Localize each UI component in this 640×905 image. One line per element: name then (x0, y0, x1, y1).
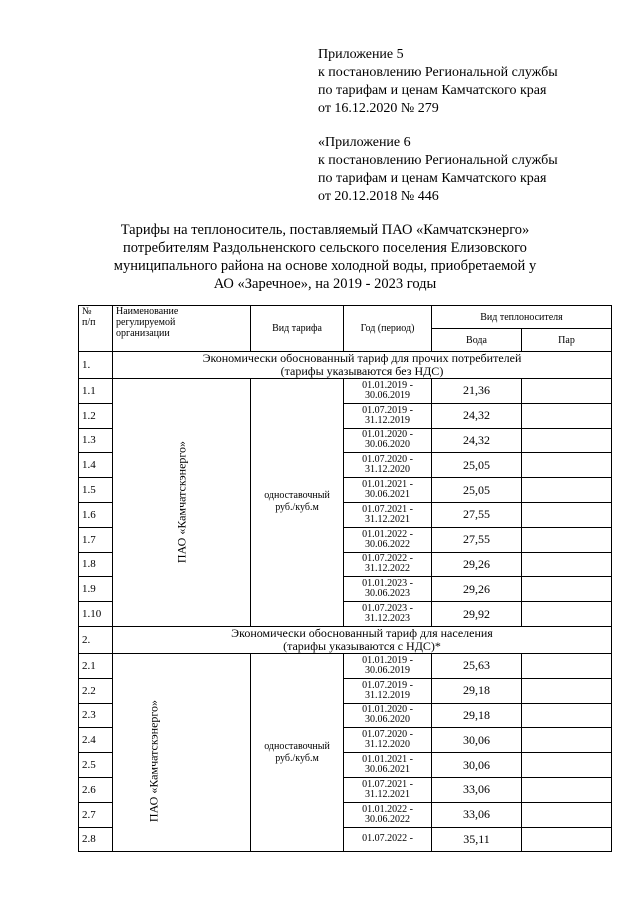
steam-tariff (522, 527, 612, 552)
tariff-type-line: одноставочный (264, 490, 330, 502)
period-line: 30.06.2020 (365, 439, 410, 451)
col-header-steam: Пар (522, 329, 612, 352)
period-line: 01.01.2023 - (362, 578, 413, 590)
appendix-5-block (318, 46, 558, 118)
col-header-num-line: № (82, 306, 92, 317)
steam-tariff (522, 827, 612, 852)
col-header-org-line: организации (116, 328, 170, 339)
water-tariff: 29,26 (432, 552, 522, 577)
section-title-line: Экономически обоснованный тариф для населения (231, 626, 493, 640)
period-cell (344, 527, 432, 552)
period-cell (344, 777, 432, 802)
col-header-org-line: Наименование (116, 306, 179, 317)
row-number: 1.4 (79, 453, 113, 478)
period-line: 01.01.2020 - (362, 704, 413, 716)
organization-name: ПАО «Камчатскэнерго» (174, 441, 188, 564)
row-number: 2.4 (79, 728, 113, 753)
water-tariff: 35,11 (432, 827, 522, 852)
steam-tariff (522, 478, 612, 503)
steam-tariff (522, 602, 612, 627)
period-line: 01.01.2021 - (362, 479, 413, 491)
row-number: 2.5 (79, 753, 113, 778)
steam-tariff (522, 728, 612, 753)
steam-tariff (522, 703, 612, 728)
period-cell (344, 703, 432, 728)
col-header-tariff-type: Вид тарифа (251, 306, 344, 352)
water-tariff: 25,05 (432, 478, 522, 503)
row-number: 1.7 (79, 527, 113, 552)
water-tariff: 25,63 (432, 653, 522, 678)
period-line: 30.06.2022 (365, 538, 410, 550)
appendix-5-line: к постановлению Региональной службы (318, 65, 558, 80)
period-line: 30.06.2020 (365, 714, 410, 726)
row-number: 2.6 (79, 777, 113, 802)
tariff-type-line: одноставочный (264, 740, 330, 752)
period-line: 01.07.2019 - (362, 404, 413, 416)
period-line: 01.01.2019 - (362, 654, 413, 666)
col-header-heat-carrier: Вид теплоносителя (432, 306, 612, 329)
period-line: 31.12.2022 (365, 563, 410, 575)
period-line: 01.07.2019 - (362, 679, 413, 691)
appendix-5-line: Приложение 5 (318, 47, 404, 62)
tariff-type-cell (251, 653, 344, 851)
period-cell (344, 577, 432, 602)
tariff-type-line: руб./куб.м (275, 752, 319, 764)
period-cell (344, 802, 432, 827)
steam-tariff (522, 802, 612, 827)
appendix-5-line: от 16.12.2020 № 279 (318, 101, 439, 116)
col-header-org-line: регулируемой (116, 317, 176, 328)
period-cell (344, 453, 432, 478)
col-header-water: Вода (432, 329, 522, 352)
steam-tariff (522, 502, 612, 527)
row-number: 1.1 (79, 379, 113, 404)
period-line: 31.12.2020 (365, 739, 410, 751)
steam-tariff (522, 678, 612, 703)
title-line: потребителям Раздольненского сельского поселения Елизовского (123, 240, 527, 256)
appendix-5-line: по тарифам и ценам Камчатского края (318, 83, 547, 98)
period-line: 31.12.2020 (365, 464, 410, 476)
period-line: 01.07.2020 - (362, 454, 413, 466)
section-title-line: (тарифы указываются без НДС) (280, 364, 444, 378)
section-number: 1. (79, 352, 113, 379)
steam-tariff (522, 552, 612, 577)
water-tariff: 29,18 (432, 678, 522, 703)
period-cell (344, 428, 432, 453)
row-number: 2.7 (79, 802, 113, 827)
section-number: 2. (79, 626, 113, 653)
water-tariff: 30,06 (432, 753, 522, 778)
header-row (79, 306, 612, 329)
water-tariff: 25,05 (432, 453, 522, 478)
period-cell (344, 552, 432, 577)
period-cell (344, 478, 432, 503)
period-line: 31.12.2021 (365, 788, 410, 800)
water-tariff: 27,55 (432, 527, 522, 552)
tariff-type-line: руб./куб.м (275, 502, 319, 514)
row-number: 2.1 (79, 653, 113, 678)
period-line: 31.12.2019 (365, 414, 410, 426)
period-cell (344, 678, 432, 703)
period-line: 01.07.2021 - (362, 503, 413, 515)
tariffs-table-body (79, 306, 612, 852)
col-header-num (79, 306, 113, 352)
appendix-6-block (318, 134, 558, 206)
steam-tariff (522, 403, 612, 428)
period-cell (344, 379, 432, 404)
appendix-6-line: «Приложение 6 (318, 135, 411, 150)
water-tariff: 21,36 (432, 379, 522, 404)
period-line: 31.12.2019 (365, 689, 410, 701)
period-line: 01.07.2020 - (362, 729, 413, 741)
row-number: 1.9 (79, 577, 113, 602)
col-header-num-line: п/п (82, 317, 96, 328)
appendix-6-line: от 20.12.2018 № 446 (318, 189, 439, 204)
section-title (113, 626, 612, 653)
period-line: 30.06.2022 (365, 813, 410, 825)
period-line: 30.06.2023 (365, 588, 410, 600)
period-cell (344, 403, 432, 428)
section-title-line: (тарифы указываются с НДС)* (283, 638, 441, 653)
organization-cell (113, 653, 251, 851)
water-tariff: 24,32 (432, 428, 522, 453)
col-header-period: Год (период) (344, 306, 432, 352)
water-tariff: 29,26 (432, 577, 522, 602)
row-number: 1.10 (79, 602, 113, 627)
period-cell (344, 827, 432, 852)
table-row (79, 653, 612, 678)
steam-tariff (522, 379, 612, 404)
period-line: 01.01.2022 - (362, 803, 413, 815)
title-line: муниципального района на основе холодной воды, приобретаемой у (113, 258, 537, 274)
title-line: Тарифы на теплоноситель, поставляемый ПАО «Камчатскэнерго» (120, 222, 530, 238)
table-row (79, 379, 612, 404)
period-cell (344, 728, 432, 753)
period-line: 30.06.2021 (365, 764, 410, 776)
period-line: 01.07.2022 - (362, 833, 413, 845)
section-row (79, 352, 612, 379)
tariff-type-cell (251, 379, 344, 627)
period-line: 30.06.2021 (365, 489, 410, 501)
period-line: 31.12.2023 (365, 613, 410, 625)
row-number: 1.2 (79, 403, 113, 428)
water-tariff: 24,32 (432, 403, 522, 428)
row-number: 1.8 (79, 552, 113, 577)
period-line: 01.01.2021 - (362, 754, 413, 766)
appendix-6-line: к постановлению Региональной службы (318, 153, 558, 168)
water-tariff: 33,06 (432, 802, 522, 827)
period-line: 01.07.2021 - (362, 778, 413, 790)
row-number: 1.3 (79, 428, 113, 453)
period-line: 01.07.2022 - (362, 553, 413, 565)
water-tariff: 33,06 (432, 777, 522, 802)
col-header-org (113, 306, 251, 352)
period-cell (344, 653, 432, 678)
row-number: 2.2 (79, 678, 113, 703)
period-line: 31.12.2021 (365, 513, 410, 525)
water-tariff: 29,18 (432, 703, 522, 728)
row-number: 1.6 (79, 502, 113, 527)
steam-tariff (522, 753, 612, 778)
tariffs-table (78, 305, 612, 852)
section-row (79, 626, 612, 653)
steam-tariff (522, 653, 612, 678)
steam-tariff (522, 428, 612, 453)
steam-tariff (522, 453, 612, 478)
organization-name: ПАО «Камчатскэнерго» (146, 699, 161, 822)
period-line: 30.06.2019 (365, 664, 410, 676)
section-title (113, 352, 612, 379)
steam-tariff (522, 777, 612, 802)
row-number: 1.5 (79, 478, 113, 503)
period-line: 01.01.2020 - (362, 429, 413, 441)
period-cell (344, 753, 432, 778)
title-line: АО «Заречное», на 2019 - 2023 годы (213, 276, 437, 292)
period-line: 01.01.2022 - (362, 528, 413, 540)
document-title (60, 221, 590, 293)
period-cell (344, 502, 432, 527)
steam-tariff (522, 577, 612, 602)
water-tariff: 30,06 (432, 728, 522, 753)
period-cell (344, 602, 432, 627)
row-number: 2.3 (79, 703, 113, 728)
section-title-line: Экономически обоснованный тариф для прочих потребителей (202, 351, 522, 365)
period-line: 01.01.2019 - (362, 379, 413, 391)
row-number: 2.8 (79, 827, 113, 852)
period-line: 01.07.2023 - (362, 603, 413, 615)
organization-cell (113, 379, 251, 627)
water-tariff: 29,92 (432, 602, 522, 627)
water-tariff: 27,55 (432, 502, 522, 527)
appendix-6-line: по тарифам и ценам Камчатского края (318, 171, 547, 186)
period-line: 30.06.2019 (365, 389, 410, 401)
